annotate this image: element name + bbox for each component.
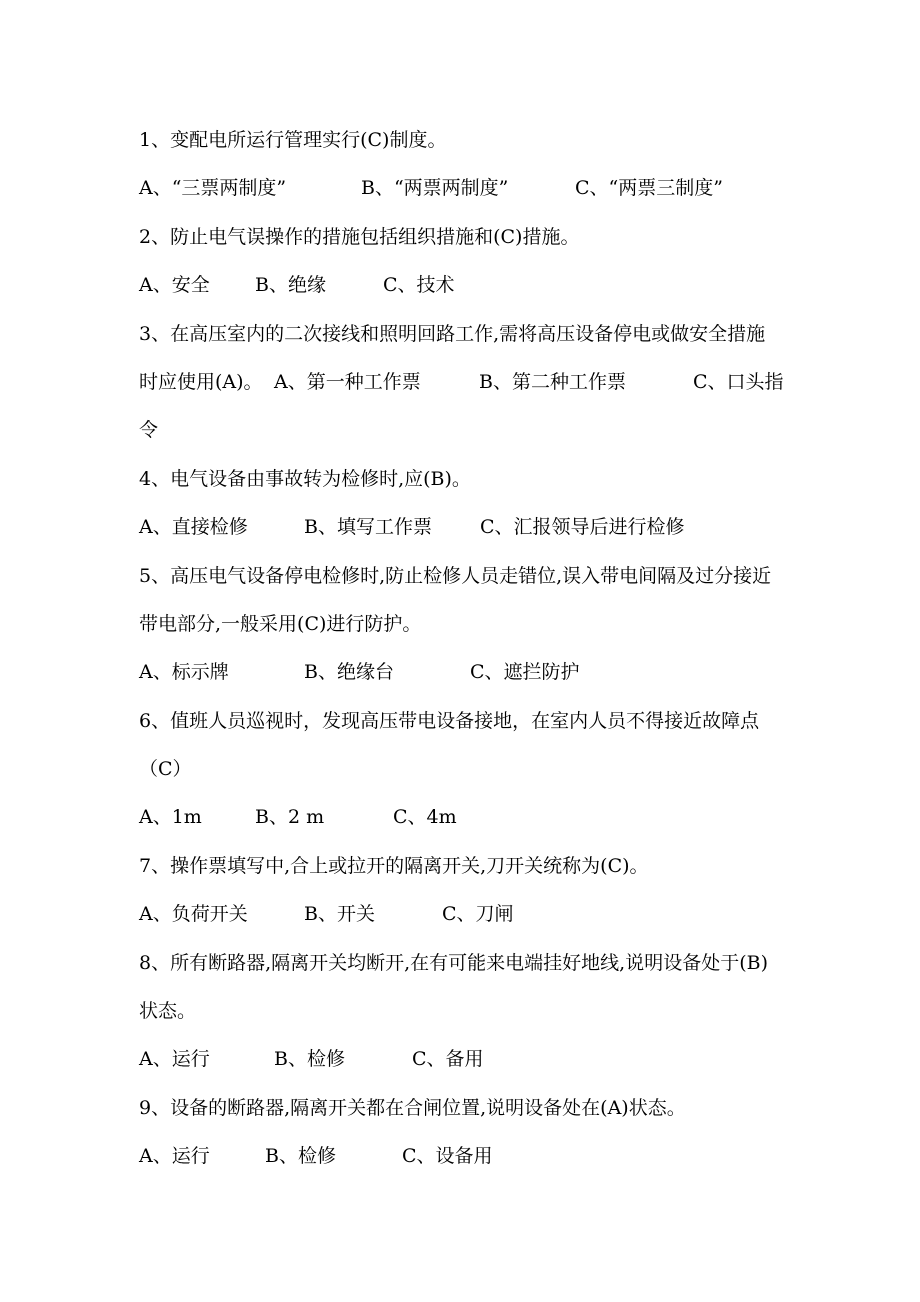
question-3-stem-end: 时应使用(A)。: [139, 370, 263, 393]
question-4-stem: 4、电气设备由事故转为检修时,应(B)。: [139, 467, 471, 490]
question-4-option-b: B、填写工作票: [304, 516, 432, 539]
question-9-options: [139, 1132, 784, 1180]
question-8-option-b: B、检修: [274, 1048, 345, 1071]
question-3-option-b: B、第二种工作票: [479, 370, 626, 393]
question-1-option-c: C、“两票三制度”: [575, 177, 723, 200]
question-1-option-a: A、“三票两制度”: [139, 177, 287, 200]
question-4-option-a: A、直接检修: [139, 516, 248, 539]
question-9-stem: 9、设备的断路器,隔离开关都在合闸位置,说明设备处在(A)状态。: [139, 1096, 686, 1119]
question-6-stem-line-1: 6、值班人员巡视时，发现高压带电设备接地，在室内人员不得接近故障点: [139, 709, 760, 732]
question-9-option-b: B、检修: [265, 1145, 336, 1168]
question-6-option-c: C、4m: [393, 806, 457, 829]
question-6-options: [139, 793, 784, 841]
question-7-option-a: A、负荷开关: [139, 903, 248, 926]
document-page: [139, 116, 784, 1181]
question-3-inline-options: [139, 358, 784, 406]
question-3-stem: 3、在高压室内的二次接线和照明回路工作,需将高压设备停电或做安全措施: [139, 322, 766, 345]
question-5-option-c: C、遮拦防护: [470, 661, 580, 684]
question-7-option-c: C、刀闸: [442, 903, 514, 926]
question-1-option-b: B、“两票两制度”: [361, 177, 509, 200]
question-2-stem: 2、防止电气误操作的措施包括组织措施和(C)措施。: [139, 225, 580, 248]
question-9-option-c: C、设备用: [402, 1145, 493, 1168]
question-8-option-c: C、备用: [412, 1048, 484, 1071]
question-3-option-a: A、第一种工作票: [274, 370, 421, 393]
question-5-options: [139, 648, 784, 696]
question-8-stem-line-2: 状态。: [139, 1000, 197, 1023]
question-8-stem-line-1: 8、所有断路器,隔离开关均断开,在有可能来电端挂好地线,说明设备处于(B): [139, 951, 768, 974]
question-5-option-b: B、绝缘台: [304, 661, 394, 684]
question-8-options: [139, 1035, 784, 1083]
question-9-option-a: A、运行: [139, 1145, 210, 1168]
question-4-options: [139, 503, 784, 551]
question-8-option-a: A、运行: [139, 1048, 210, 1071]
question-6-stem-line-2: （C）: [139, 758, 192, 781]
question-2-option-a: A、安全: [139, 274, 210, 297]
question-7-stem: 7、操作票填写中,合上或拉开的隔离开关,刀开关统称为(C)。: [139, 854, 649, 877]
question-2-options: [139, 261, 784, 309]
question-6-option-b: B、2 m: [255, 806, 325, 829]
question-5-stem-line-1: 5、高压电气设备停电检修时,防止检修人员走错位,误入带电间隔及过分接近: [139, 564, 772, 587]
question-7-option-b: B、开关: [304, 903, 375, 926]
question-1-stem: 1、变配电所运行管理实行(C)制度。: [139, 129, 447, 151]
question-2-option-b: B、绝缘: [255, 274, 326, 297]
question-6-option-a: A、1m: [139, 806, 202, 829]
question-3-option-c: C、口头指: [693, 370, 784, 393]
question-4-option-c: C、汇报领导后进行检修: [480, 516, 685, 539]
question-5-stem-line-2: 带电部分,一般采用(C)进行防护。: [139, 612, 422, 635]
question-3-tail: 令: [139, 419, 159, 442]
question-7-options: [139, 890, 784, 938]
question-2-option-c: C、技术: [383, 274, 455, 297]
question-1-options: [139, 164, 784, 212]
question-5-option-a: A、标示牌: [139, 661, 229, 684]
